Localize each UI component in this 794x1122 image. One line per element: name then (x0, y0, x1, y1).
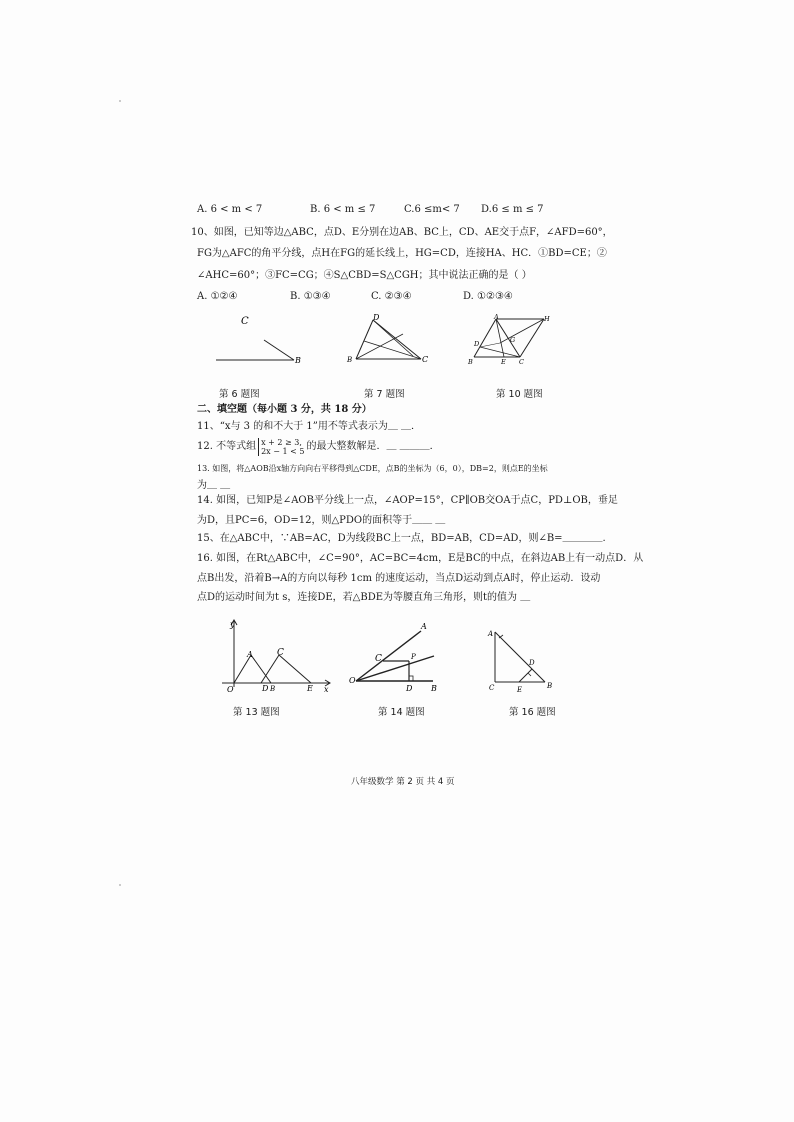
fig7-label-b: B (347, 356, 353, 364)
fig13-label-e: E (307, 684, 313, 693)
figure-6 (210, 310, 310, 372)
fig16-label-c: C (489, 684, 495, 692)
fig16-label-a: A (488, 630, 494, 638)
q10-option-c: C. ②③④ (371, 291, 412, 302)
caption-figure-6: 第 6 题图 (219, 389, 260, 400)
fig14-label-c: C (375, 654, 382, 664)
fig16-label-d: D (529, 659, 535, 667)
q9-option-a: A. 6 < m < 7 (197, 204, 263, 215)
scan-speck (119, 100, 121, 102)
q11-text: 11、“x与 3 的和不大于 1”用不等式表示为＿ ＿． (197, 421, 422, 432)
fig10-label-c: C (519, 358, 524, 366)
fig10-label-h: H (544, 315, 550, 323)
q9-option-c: C.6 ≤m< 7 (404, 204, 460, 215)
q14-line-1: 14. 如图，已知P是∠AOB平分线上一点，∠AOP=15°，CP∥OB交OA于点C，PD⊥OB，垂足 (197, 495, 618, 506)
fig13-label-o: O (227, 685, 234, 694)
q13-line-2: 为＿ ＿ (197, 480, 231, 491)
caption-figure-16: 第 16 题图 (509, 707, 556, 718)
fig10-label-d: D (474, 340, 480, 348)
fig14-label-b: B (431, 684, 437, 693)
fig10-label-e: E (501, 358, 506, 366)
figure-14 (345, 615, 445, 695)
fig14-label-o: O (349, 676, 356, 685)
fig7-label-d: D (373, 313, 380, 322)
fig10-label-g: G (510, 336, 516, 344)
fig13-label-y: y (230, 620, 235, 629)
q12-eq1: x + 2 ≥ 3, (261, 437, 302, 447)
fig7-label-c: C (422, 355, 429, 364)
fig14-label-a: A (421, 622, 427, 631)
figure-7 (343, 310, 433, 372)
q16-line-2: 点B出发，沿着B→A的方向以每秒 1cm 的速度运动，当点D运动到点A时，停止运动．设动 (197, 573, 601, 584)
q16-line-1: 16. 如图，在Rt△ABC中，∠C=90°，AC=BC=4cm，E是BC的中点，在斜边AB上有一动点D．从 (197, 553, 644, 564)
q10-option-d: D. ①②③④ (463, 291, 513, 302)
section-2-title: 二、填空题（每小题 3 分，共 18 分） (197, 404, 372, 415)
q12-suffix: 的最大整数解是．＿ ＿＿＿． (306, 441, 440, 452)
q16-line-3: 点D的运动时间为t s，连接DE，若△BDE为等腰直角三角形，则t的值为 ＿ (197, 592, 531, 603)
fig16-label-e: E (517, 686, 523, 694)
q12-eq2: 2x − 1 < 5 (261, 446, 305, 456)
fig13-label-d: D (262, 684, 269, 693)
q12-text (197, 437, 440, 457)
figure-13 (218, 615, 338, 695)
fig16-label-b: B (547, 682, 553, 690)
q10-option-a: A. ①②④ (197, 291, 238, 302)
fig13-label-x: x (324, 685, 329, 694)
fig6-label-c: C (241, 316, 249, 327)
q9-option-d: D.6 ≤ m ≤ 7 (481, 204, 544, 215)
q12-prefix: 12. 不等式组 (197, 441, 257, 452)
q9-option-b: B. 6 < m ≤ 7 (310, 204, 376, 215)
fig14-label-d: D (406, 684, 413, 693)
fig6-label-b: B (295, 356, 301, 365)
fig13-label-b: B (270, 685, 276, 693)
fig13-label-a: A (247, 650, 253, 659)
figure-10 (464, 310, 554, 372)
fig10-label-a: A (494, 313, 499, 321)
q12-inequality-system (258, 438, 304, 456)
q15-text: 15、在△ABC中，∵AB=AC，D为线段BC上一点，BD=AB，CD=AD，则∠B=＿＿＿＿. (197, 533, 606, 544)
scan-speck (119, 884, 121, 886)
q10-option-b: B. ①③④ (290, 291, 331, 302)
q10-line-1: 10、如图，已知等边△ABC，点D、E分别在边AB、BC上，CD、AE交于点F，∠AFD=60°， (191, 227, 613, 238)
caption-figure-14: 第 14 题图 (378, 707, 425, 718)
fig10-label-b: B (468, 358, 473, 366)
caption-figure-13: 第 13 题图 (233, 707, 280, 718)
q10-line-2: FG为△AFC的角平分线，点H在FG的延长线上，HG=CD，连接HA、HC．①BD=CE；② (197, 248, 607, 259)
q10-line-3: ∠AHC=60°；③FC=CG；④S△CBD=S△CGH；其中说法正确的是（ ） (197, 270, 532, 281)
caption-figure-10: 第 10 题图 (496, 389, 543, 400)
fig14-label-p: P (411, 653, 416, 661)
q14-line-2: 为D，且PC=6，OD=12，则△PDO的面积等于＿＿ ＿ (197, 515, 446, 526)
caption-figure-7: 第 7 题图 (364, 389, 405, 400)
fig13-label-c: C (277, 648, 284, 658)
q13-line-1: 13. 如图，将△AOB沿x轴方向向右平移得到△CDE，点B的坐标为（6，0），DB=2，则点E的坐标 (197, 464, 548, 473)
page-footer: 八年级数学 第 2 页 共 4 页 (351, 777, 455, 787)
figure-16 (483, 622, 563, 694)
